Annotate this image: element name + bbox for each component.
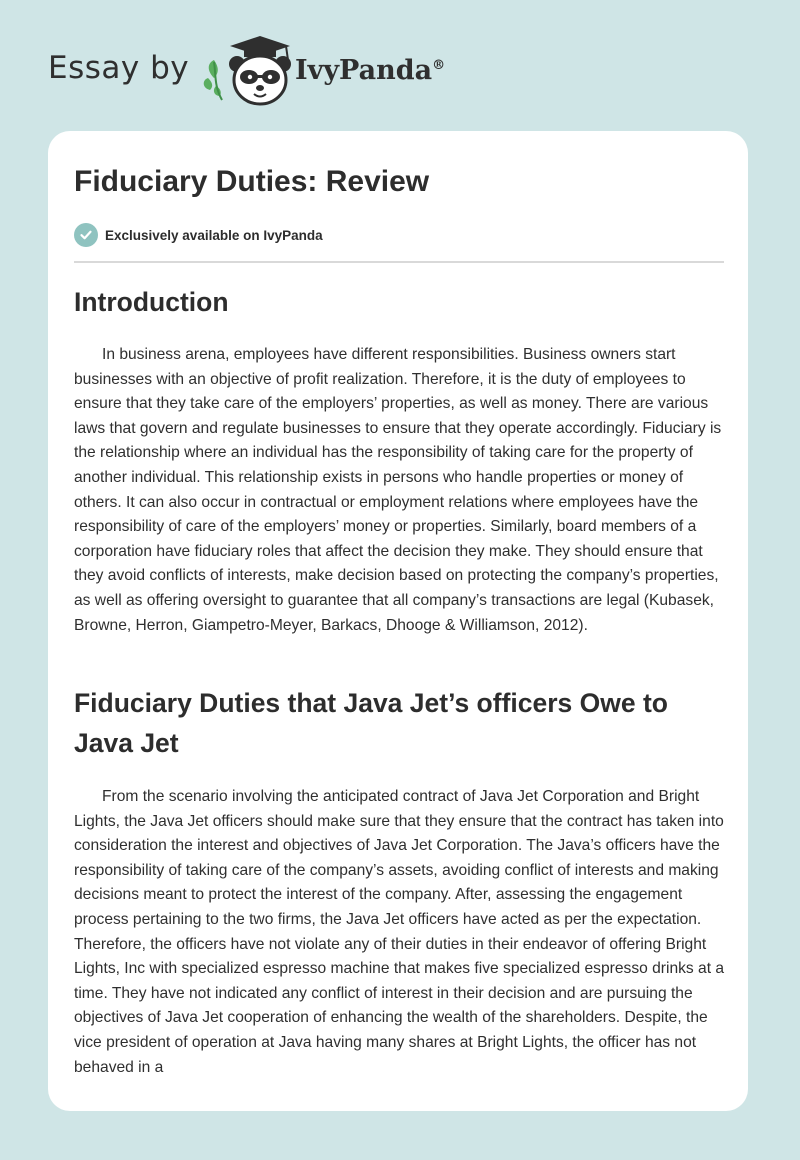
page-title: Fiduciary Duties: Review <box>74 165 430 198</box>
site-header <box>48 34 548 114</box>
essay-card <box>48 131 748 1111</box>
brand-text: IvyPanda <box>295 55 433 86</box>
section-paragraph-fiduciary-duties: From the scenario involving the anticipated contract of Java Jet Corporation and Bright Lights, the Java Jet officers should make sure that they ensure that the contract has taken into consideration the interest and objectives of Java Jet Corporation. The Java’s officers have the responsibility of taking care of the company’s assets, avoiding conflict of interests and making decisions meant to protect the interest of the company. After, assessing the engagement process pertaining to the two firms, the Java Jet officers have acted as per the expectation. Therefore, the officers have not violate any of their duties in their endeavor of offering Bright Lights, Inc with specialized espresso machine that makes five specialized espresso drinks at a time. They have not indicated any conflict of interest in their decision and are pursuing the objectives of Java Jet cooperation of enhancing the wealth of the shareholders. Despite, the vice president of operation at Java having many shares at Bright Lights, the officer has not behaved in a <box>74 788 725 1076</box>
brand-name[interactable] <box>295 55 445 86</box>
registered-mark: ® <box>432 58 446 73</box>
essay-by-label: Essay by <box>48 50 190 86</box>
exclusive-badge <box>74 223 323 247</box>
check-circle-icon <box>74 223 98 247</box>
exclusive-label: Exclusively available on IvyPanda <box>105 227 323 243</box>
ivy-leaf-icon <box>204 60 222 100</box>
ivypanda-logo-icon[interactable] <box>200 34 300 108</box>
section-heading-introduction: Introduction <box>74 287 229 317</box>
divider <box>74 261 724 263</box>
section-paragraph-introduction: In business arena, employees have different responsibilities. Business owners start businesses with an objective of profit realization. Therefore, it is the duty of employees to ensure that they take care of the employers’ properties, as well as money. There are various laws that govern and regulate businesses to ensure that they operate accordingly. Fiduciary is the relationship where an individual has the responsibility of taking care for the property of another individual. This relationship exists in persons who handle properties or money of others. It can also occur in contractual or employment relations where employees have the responsibility of care of the employers’ money or properties. Similarly, board members of a corporation have fiduciary roles that affect the decision they make. They should ensure that they avoid conflicts of interests, make decision based on protecting the company’s properties, as well as offering oversight to guarantee that all company’s transactions are legal (Kubasek, Browne, Herron, Giampetro-Meyer, Barkacs, Dhooge & Williamson, 2012). <box>74 346 722 634</box>
section-heading-fiduciary-duties: Fiduciary Duties that Java Jet’s officers Owe to Java Jet <box>74 688 668 758</box>
